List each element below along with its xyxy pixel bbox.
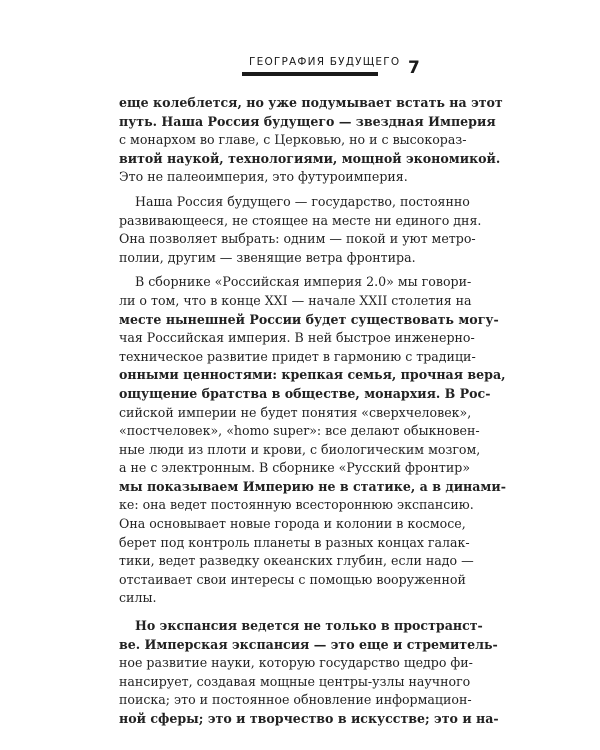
text-line: ные люди из плоти и крови, с биологическим мозгом,: [119, 441, 481, 457]
text-line: ное развитие науки, которую государство щедро фи-: [119, 655, 473, 671]
text-line: сийской империи не будет понятия «сверхчеловек»,: [119, 404, 472, 420]
text-line: ли о том, что в конце XXI — начале XXII столетия на: [119, 292, 472, 308]
paragraph-4: [119, 617, 499, 729]
text-line: полии, другим — звенящие ветра фронтира.: [119, 249, 416, 265]
text-line: тики, ведет разведку океанских глубин, если надо —: [119, 553, 474, 569]
text-line: Это не палеоимперия, это футуроимперия.: [119, 169, 408, 185]
text-line: развивающееся, не стоящее на месте ни единого дня.: [119, 212, 482, 228]
text-line: месте нынешней России будет существовать могу-: [119, 311, 499, 327]
text-line: В сборнике «Российская империя 2.0» мы говори-: [135, 274, 472, 290]
text-line: техническое развитие придет в гармонию с традици-: [119, 348, 476, 364]
body-text: [119, 94, 506, 729]
text-line: ке: она ведет постоянную всестороннюю экспансию.: [119, 497, 474, 513]
text-line: поиска; это и постоянное обновление информацион-: [119, 692, 472, 708]
text-line: онными ценностями: крепкая семья, прочная вера,: [119, 367, 506, 383]
text-line: нансирует, создавая мощные центры-узлы научного: [119, 673, 471, 689]
text-line: отстаивает свои интересы с помощью вооруженной: [119, 571, 466, 587]
text-line: берет под контроль планеты в разных концах галак-: [119, 534, 470, 550]
text-line: Наша Россия будущего — государство, постоянно: [135, 193, 470, 209]
text-line: ощущение братства в обществе, монархия. В Рос-: [119, 385, 491, 401]
text-line: чая Российская империя. В ней быстрое инженерно-: [119, 330, 475, 346]
paragraph-1: [119, 94, 503, 187]
text-line: силы.: [119, 590, 157, 606]
text-line: Она позволяет выбрать: одним — покой и уют метро-: [119, 231, 476, 247]
text-line: ве. Имперская экспансия — это еще и стремитель-: [119, 636, 498, 652]
text-line: путь. Наша Россия будущего — звездная Империя: [119, 113, 496, 129]
text-line: ной сферы; это и творчество в искусстве; это и на-: [119, 711, 499, 726]
paragraph-2: [119, 193, 482, 267]
text-line: с монархом во главе, с Церковью, но и с высокораз-: [119, 132, 467, 148]
text-line: Но экспансия ведется не только в пространст-: [135, 618, 483, 634]
running-title: ГЕОГРАФИЯ БУДУЩЕГО: [249, 56, 401, 68]
text-line: «постчеловек», «homo super»: все делают обыкновен-: [119, 423, 480, 439]
text-line: витой наукой, технологиями, мощной экономикой.: [119, 150, 501, 166]
page-number: 7: [408, 58, 420, 78]
paragraph-3: [119, 273, 506, 608]
text-line: Она основывает новые города и колонии в космосе,: [119, 516, 466, 532]
text-line: еще колеблется, но уже подумывает встать на этот: [119, 95, 503, 110]
header-rule: [242, 72, 378, 76]
text-line: мы показываем Империю не в статике, а в динами-: [119, 478, 506, 494]
text-line: а не с электронным. В сборнике «Русский фронтир»: [119, 460, 471, 476]
